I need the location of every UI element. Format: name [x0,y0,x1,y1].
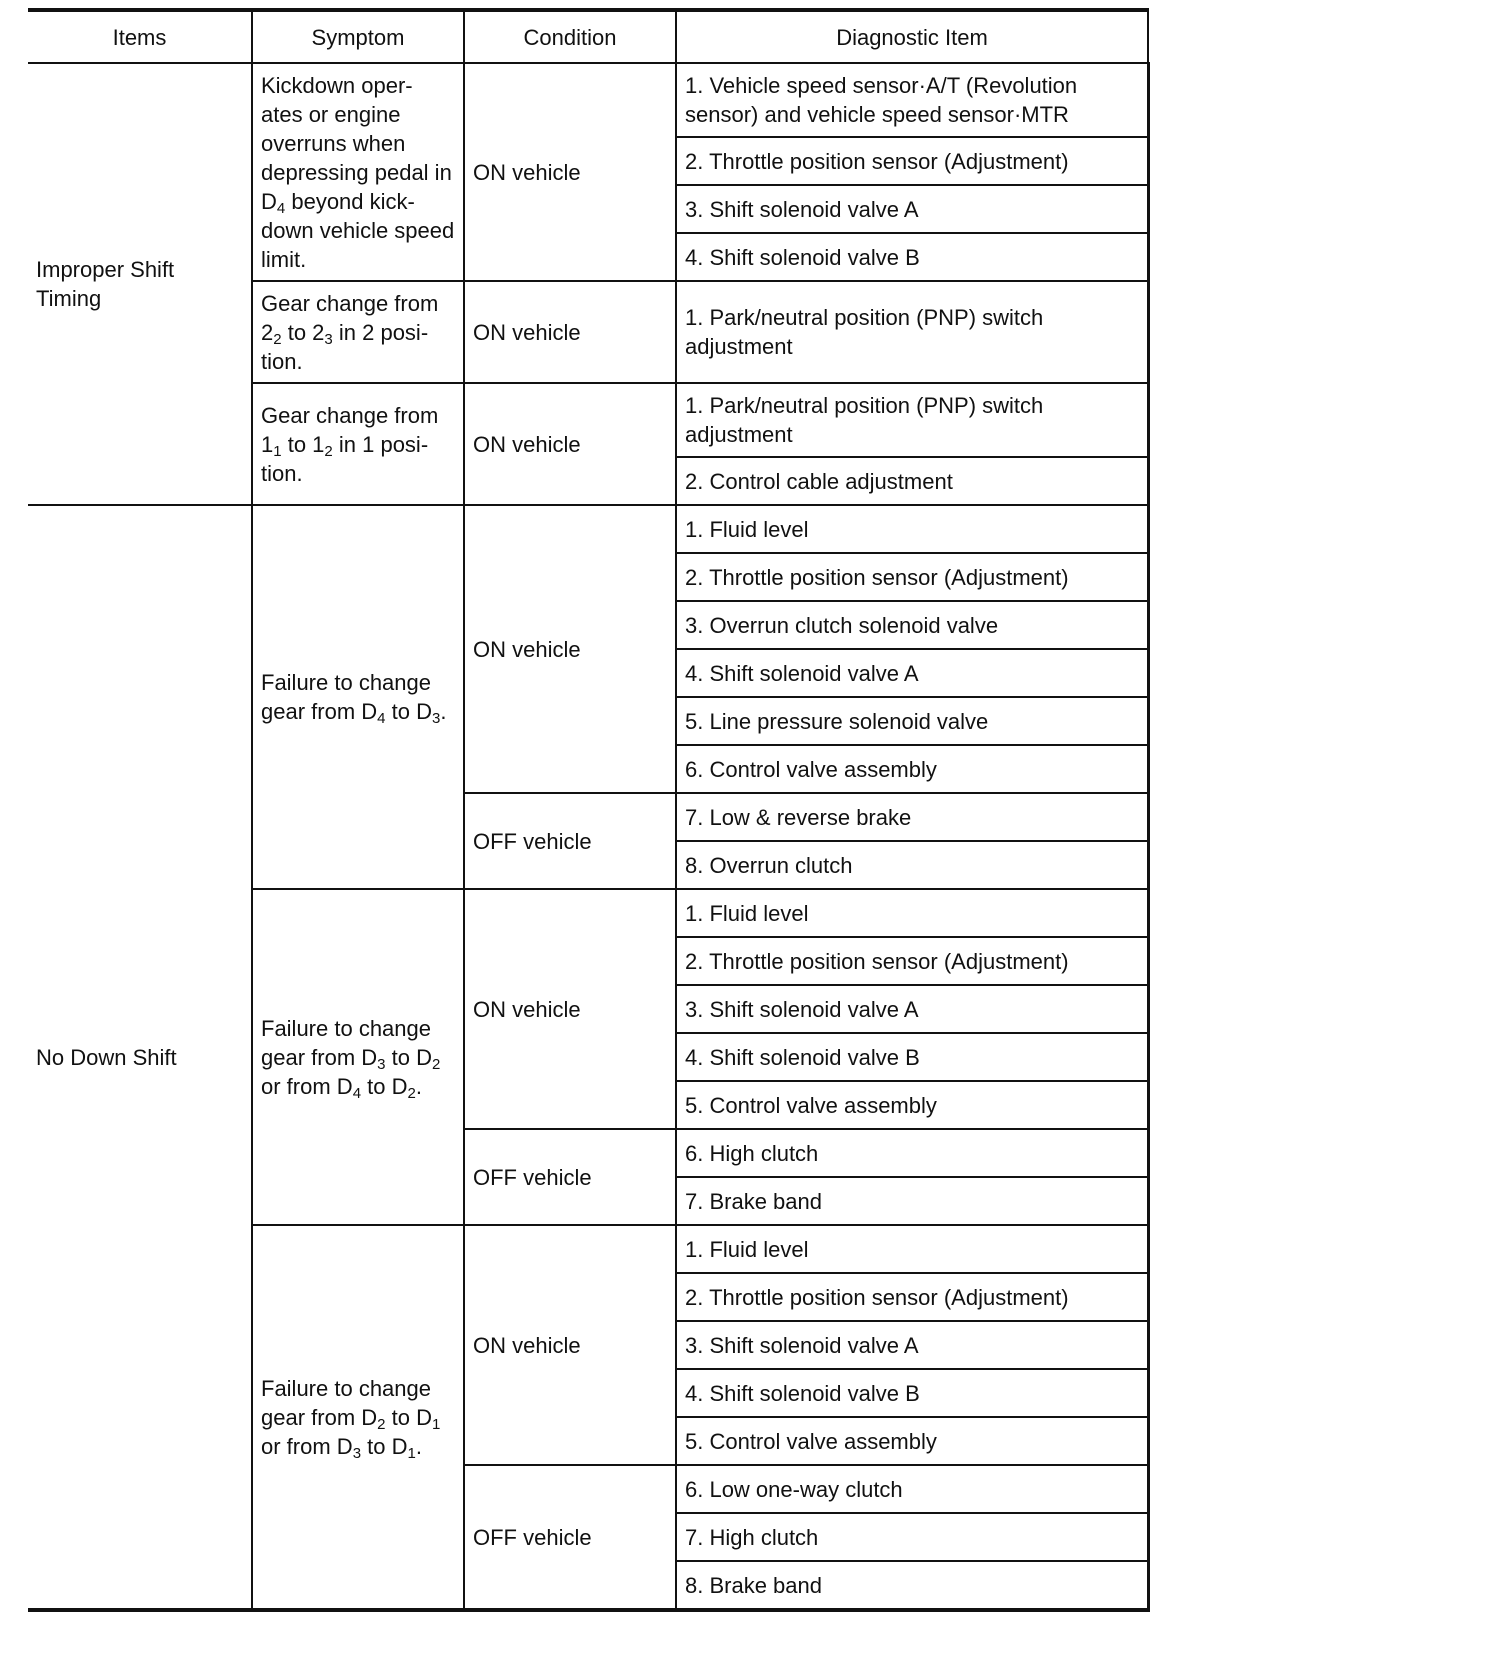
diagnostic-item-cell: 5. Control valve assembly [676,1417,1148,1465]
symptom-cell: Failure to change gear from $D_2$ to $D_1$ or from $D_3$ to $D_1$. [252,1225,464,1610]
table-body [28,63,1148,1610]
symptom-cell: Kickdown oper- ates or engine overruns when depressing pedal in $D_4$ beyond kick- down vehicle speed limit. [252,63,464,281]
diagnostic-item-cell: 3. Shift solenoid valve A [676,985,1148,1033]
diagnostic-item-cell: 5. Control valve assembly [676,1081,1148,1129]
diagnostic-item-cell: 1. Fluid level [676,889,1148,937]
condition-cell: OFF vehicle [464,1129,676,1225]
diagnostic-item-cell: 2. Control cable adjustment [676,457,1148,505]
header-condition: Condition [464,10,676,63]
condition-cell: ON vehicle [464,889,676,1129]
header-row [28,10,1148,63]
header-symptom: Symptom [252,10,464,63]
diagnostic-item-cell: 2. Throttle position sensor (Adjustment) [676,937,1148,985]
diagnostic-item-cell: 6. Control valve assembly [676,745,1148,793]
condition-cell: OFF vehicle [464,793,676,889]
diagnostic-item-cell: 6. Low one-way clutch [676,1465,1148,1513]
diagnostic-item-cell: 1. Fluid level [676,1225,1148,1273]
diagnostic-table [28,8,1150,1612]
diagnostic-item-cell: 4. Shift solenoid valve A [676,649,1148,697]
diagnostic-item-cell: 6. High clutch [676,1129,1148,1177]
diagnostic-item-cell: 1. Park/neutral position (PNP) switch adjustment [676,383,1148,457]
diagnostic-item-cell: 1. Park/neutral position (PNP) switch adjustment [676,281,1148,383]
symptom-cell: Failure to change gear from $D_4$ to $D_3$. [252,505,464,889]
diagnostic-item-cell: 4. Shift solenoid valve B [676,1033,1148,1081]
diagnostic-item-cell: 1. Fluid level [676,505,1148,553]
diagnostic-item-cell: 8. Brake band [676,1561,1148,1610]
item-cell: No Down Shift [28,505,252,1610]
diagnostic-item-cell: 3. Shift solenoid valve A [676,185,1148,233]
diagnostic-item-cell: 8. Overrun clutch [676,841,1148,889]
condition-cell: OFF vehicle [464,1465,676,1610]
item-cell: Improper Shift Timing [28,63,252,505]
header-diagnostic-item: Diagnostic Item [676,10,1148,63]
diagnostic-item-cell: 1. Vehicle speed sensor·A/T (Revolution sensor) and vehicle speed sensor·MTR [676,63,1148,137]
diagnostic-item-cell: 3. Shift solenoid valve A [676,1321,1148,1369]
condition-cell: ON vehicle [464,63,676,281]
condition-cell: ON vehicle [464,1225,676,1465]
diagnostic-item-cell: 2. Throttle position sensor (Adjustment) [676,1273,1148,1321]
diagnostic-item-cell: 7. High clutch [676,1513,1148,1561]
diagnostic-item-cell: 2. Throttle position sensor (Adjustment) [676,137,1148,185]
diagnostic-item-cell: 2. Throttle position sensor (Adjustment) [676,553,1148,601]
condition-cell: ON vehicle [464,505,676,793]
diagnostic-item-cell: 5. Line pressure solenoid valve [676,697,1148,745]
diagnostic-item-cell: 7. Brake band [676,1177,1148,1225]
diagnostic-item-cell: 7. Low & reverse brake [676,793,1148,841]
table-row [28,63,1148,137]
condition-cell: ON vehicle [464,383,676,505]
diagnostic-item-cell: 3. Overrun clutch solenoid valve [676,601,1148,649]
symptom-cell: Failure to change gear from $D_3$ to $D_2$ or from $D_4$ to $D_2$. [252,889,464,1225]
diagnostic-item-cell: 4. Shift solenoid valve B [676,233,1148,281]
diagnostic-item-cell: 4. Shift solenoid valve B [676,1369,1148,1417]
condition-cell: ON vehicle [464,281,676,383]
table-row [28,505,1148,553]
symptom-cell: Gear change from $1_1$ to $1_2$ in 1 posi- tion. [252,383,464,505]
symptom-cell: Gear change from $2_2$ to $2_3$ in 2 posi- tion. [252,281,464,383]
header-items: Items [28,10,252,63]
